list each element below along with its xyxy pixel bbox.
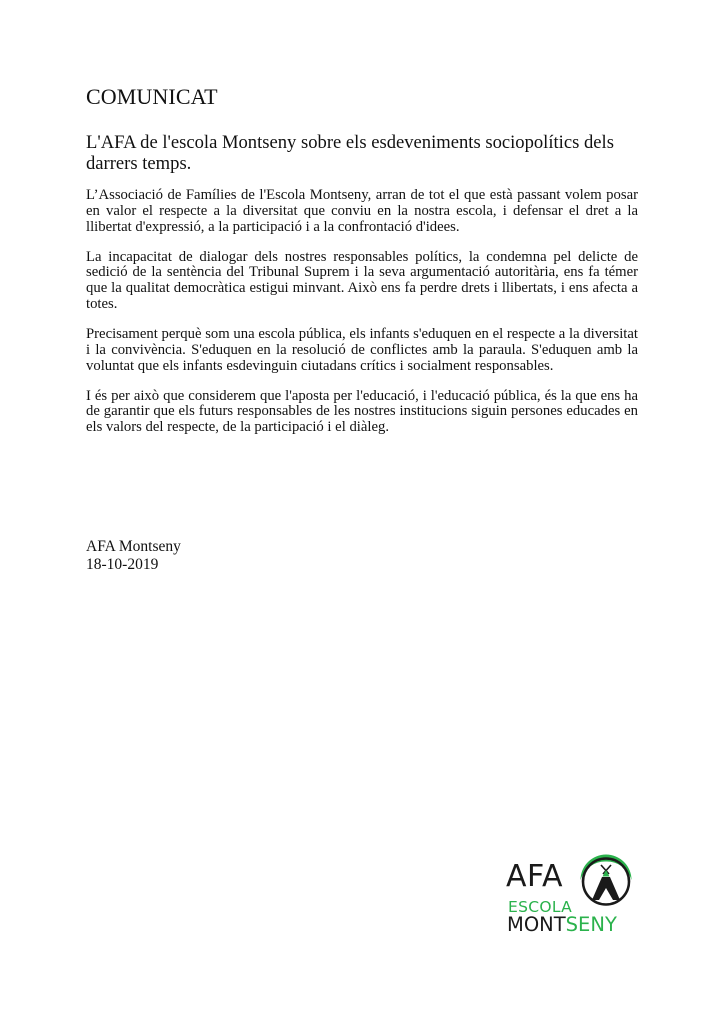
afa-montseny-logo bbox=[506, 852, 642, 934]
logo-escola-text: ESCOLA bbox=[508, 898, 573, 916]
document-title: COMUNICAT bbox=[86, 84, 218, 109]
signature-date: 18-10-2019 bbox=[86, 555, 159, 573]
paragraph: Precisament perquè som una escola pública, els infants s'eduquen en el respecte a la diversitat i la convivència. S'eduquen en la resolució de conflictes amb la paraula. S'eduquen amb la voluntat que els infants esdevinguin ciutadans crítics i socialment responsables. bbox=[86, 325, 638, 374]
paragraph: L’Associació de Famílies de l'Escola Montseny, arran de tot el que està passant volem posar en valor el respecte a la diversitat que conviu en la nostra escola, i defensar el dret a la llibertat d'expressió, a la participació i a la confrontació d'idees. bbox=[86, 187, 638, 235]
signature-block bbox=[86, 538, 181, 573]
logo-montseny-text bbox=[507, 915, 617, 935]
paragraph: La incapacitat de dialogar dels nostres responsables polítics, la condemna pel delicte de sedició de la sentència del Tribunal Suprem i la seva argumentació autoritària, ens fa témer que la qualitat democràtica estigui minvant. Això ens fa perdre drets i llibertats, i ens afecta a totes. bbox=[86, 248, 638, 312]
paragraph: I és per això que considerem que l'aposta per l'educació, i l'educació pública, és la que ens ha de garantir que els futurs responsables de les nostres institucions siguin persones educades en els valors del respecte, de la participació i el diàleg. bbox=[86, 387, 638, 436]
logo-seny-text: SENY bbox=[565, 913, 617, 936]
logo-tipi-body bbox=[592, 877, 620, 900]
tipi-in-circle-icon bbox=[579, 853, 633, 907]
document-body bbox=[86, 188, 638, 450]
signature-author: AFA Montseny bbox=[86, 538, 181, 555]
logo-mont-text: MONT bbox=[507, 913, 566, 936]
document-subtitle: L'AFA de l'escola Montseny sobre els esdeveniments sociopolítics dels darrers temps. bbox=[86, 132, 614, 174]
logo-afa-text: AFA bbox=[506, 859, 564, 894]
